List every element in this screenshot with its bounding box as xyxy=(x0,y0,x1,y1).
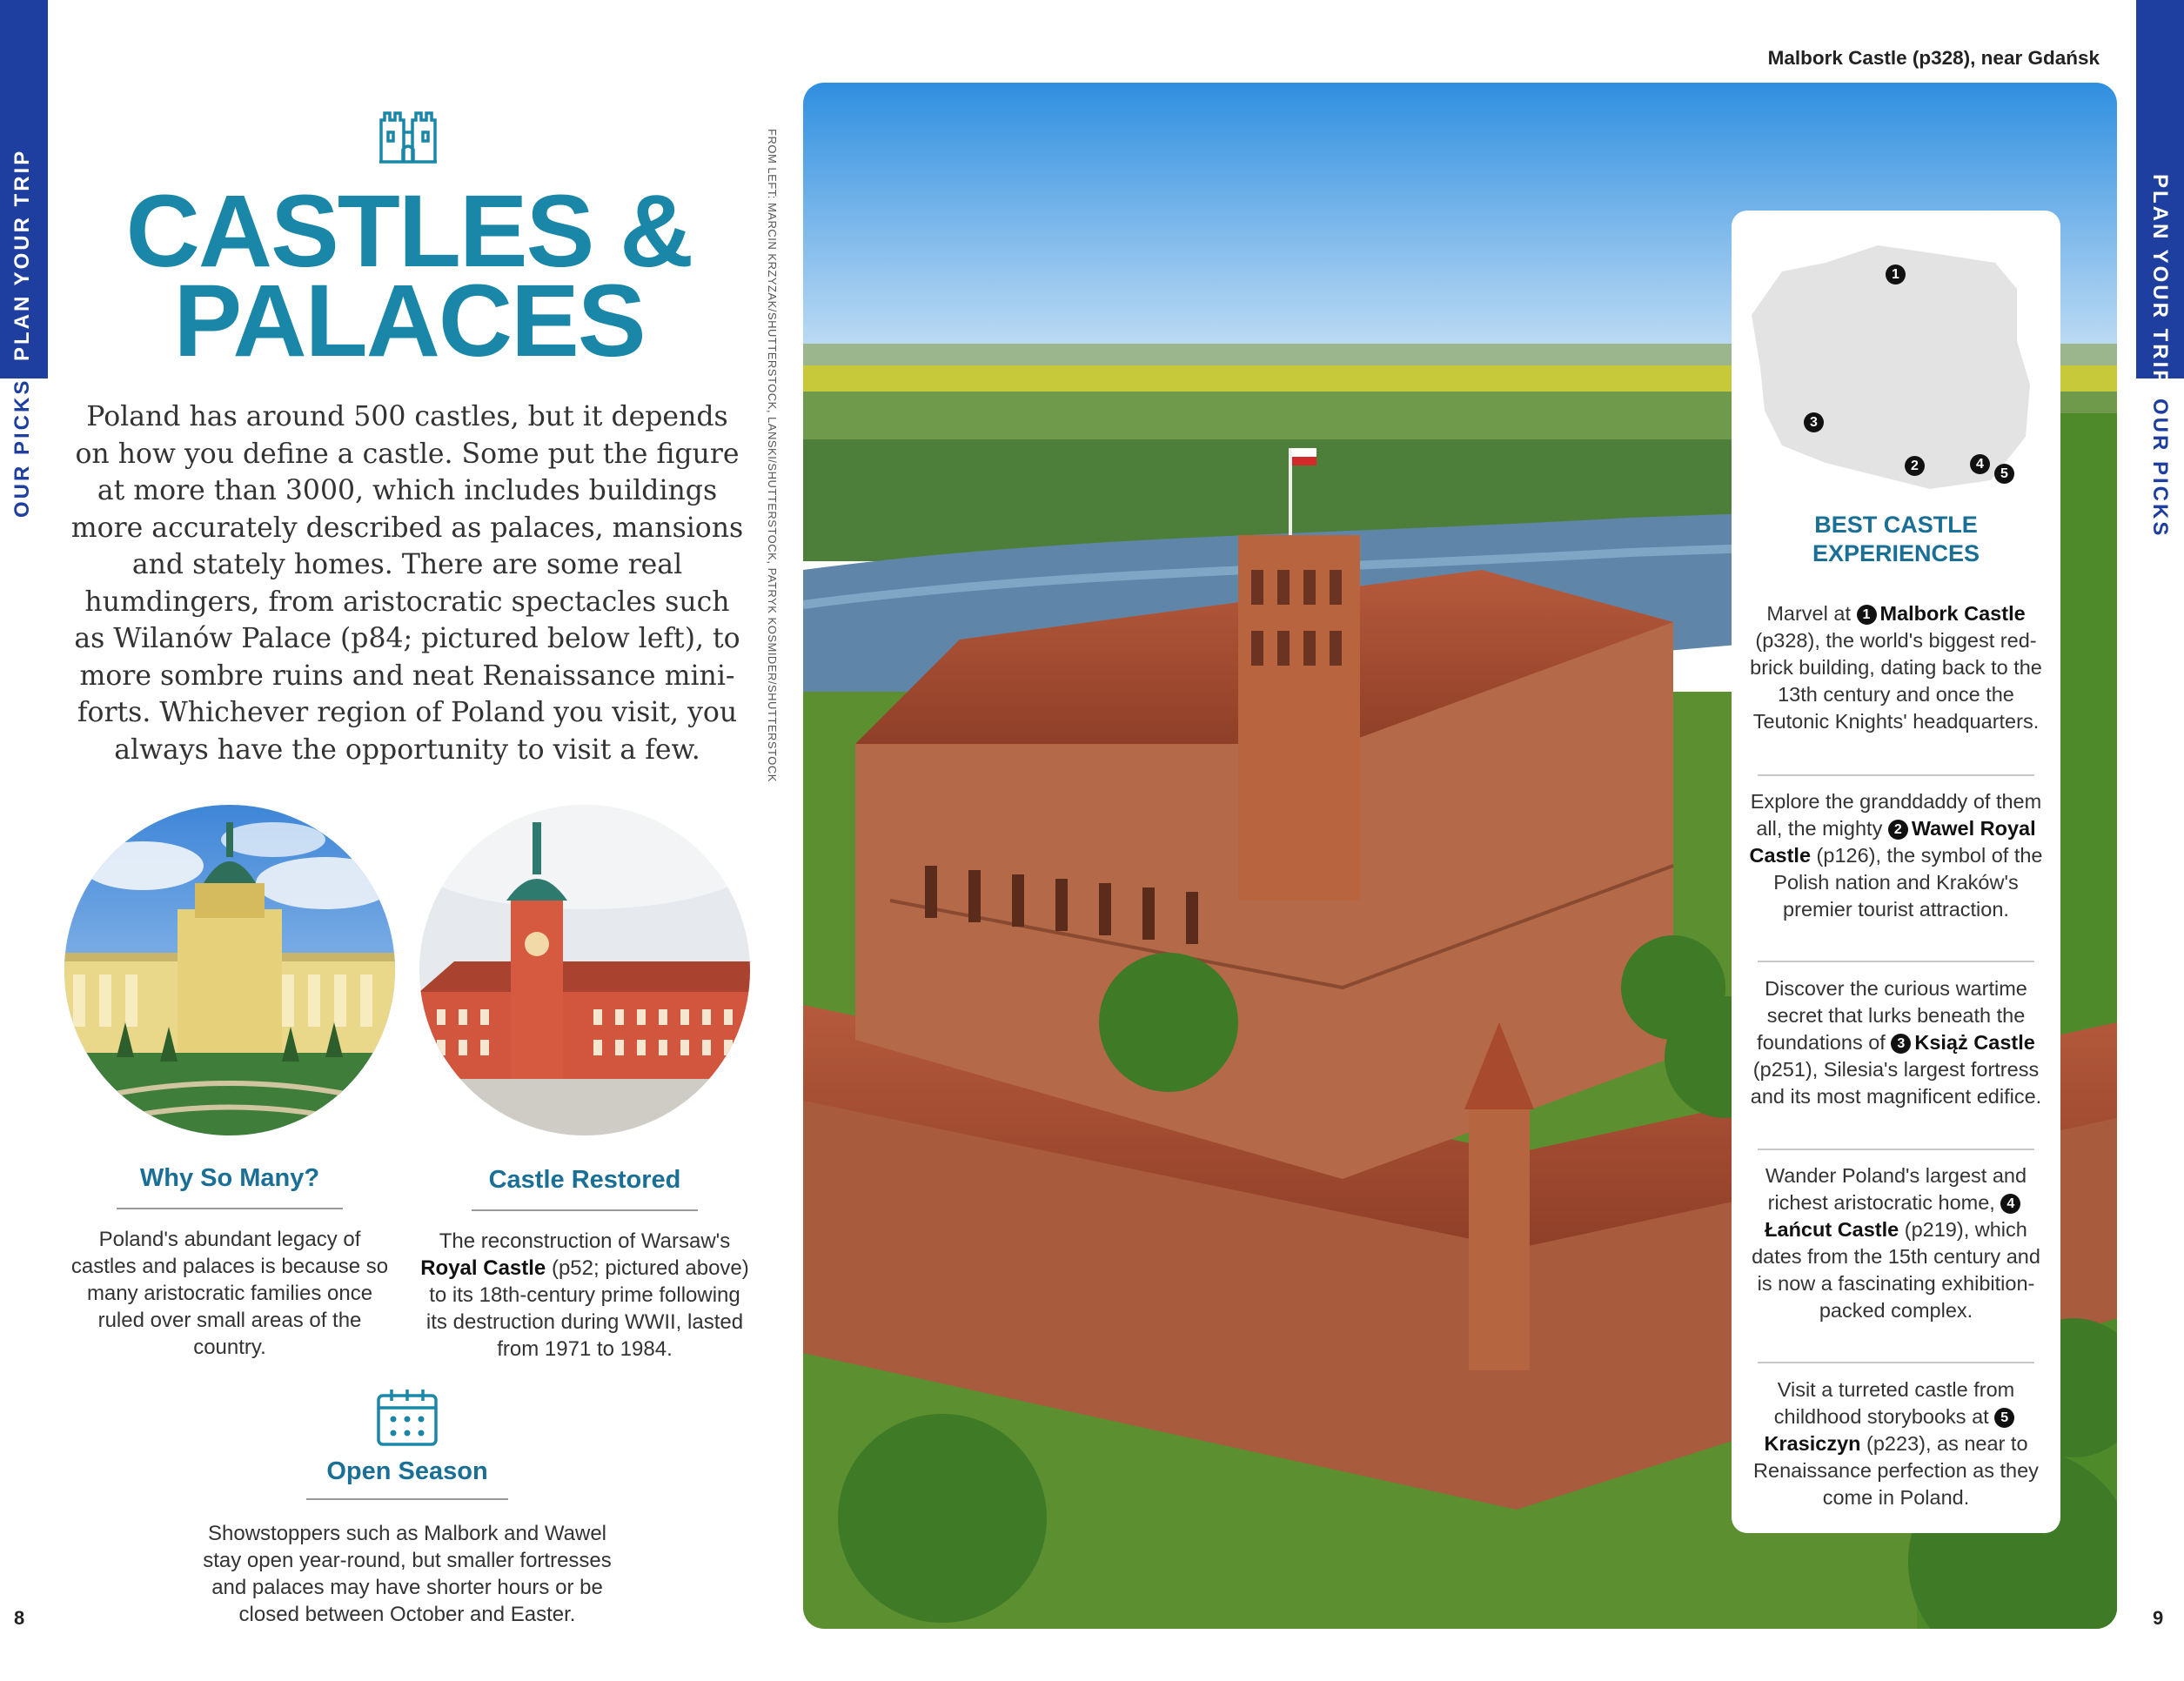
map-marker-5 xyxy=(1994,464,2018,484)
pick-divider-3 xyxy=(1758,1149,2034,1150)
map-marker-1-label: 1 xyxy=(1886,265,1906,285)
feature-castle-restored-title: Castle Restored xyxy=(488,1166,681,1194)
card-title-line-2: EXPERIENCES xyxy=(1812,540,1980,566)
pick-2-after: (p126), the symbol of the Polish nation and Kraków's premier tourist attraction. xyxy=(1773,844,2043,921)
map-marker-3 xyxy=(1804,412,1827,432)
pick-2-name: Wawel Royal Castle xyxy=(1749,817,2036,867)
card-title-line-1: BEST CASTLE xyxy=(1814,512,1978,538)
pick-4-number: 4 xyxy=(2000,1194,2020,1214)
feature-castle-restored-text xyxy=(416,1228,754,1363)
map-marker-2 xyxy=(1905,456,1928,476)
feature-open-season-text: Showstoppers such as Malbork and Wawel stay open year-round, but smaller fortresses and palaces may have shorter hours or be closed between October and Easter. xyxy=(203,1522,612,1626)
pick-1-before: Marvel at xyxy=(1766,602,1857,625)
card-title xyxy=(1732,511,2060,568)
pick-5-after: (p223), as near to Renaissance perfection as they come in Poland. xyxy=(1753,1432,2039,1509)
feature-why-so-many-title: Why So Many? xyxy=(139,1164,320,1192)
map-marker-4 xyxy=(1970,454,1993,474)
pick-5-before: Visit a turreted castle from childhood storybooks at xyxy=(1773,1378,2015,1428)
photo-caption: Malbork Castle (p328), near Gdańsk xyxy=(1767,47,2100,69)
pick-1-number: 1 xyxy=(1857,605,1877,625)
map-marker-2-label: 2 xyxy=(1905,456,1925,476)
wilanow-palace-photo xyxy=(64,805,395,1135)
left-section-tab-label: PLAN YOUR TRIP xyxy=(10,148,34,361)
map-marker-4-label: 4 xyxy=(1970,454,1990,474)
page-title xyxy=(78,174,740,378)
page-title-line-2: PALACES xyxy=(173,264,645,378)
photo-credit: FROM LEFT: MARCIN KRZYZAK/SHUTTERSTOCK, LANSKI/SHUTTERSTOCK, PATRYK KOSMIDER/SHUTTERSTOCK xyxy=(766,129,779,782)
right-section-tab-label: PLAN YOUR TRIP xyxy=(2148,174,2172,387)
calendar-icon xyxy=(376,1387,439,1448)
pick-3-name: Książ Castle xyxy=(1914,1031,2035,1054)
map-marker-5-label: 5 xyxy=(1994,464,2014,484)
feature-why-so-many-divider xyxy=(117,1208,343,1209)
pick-4 xyxy=(1749,1162,2043,1324)
pick-5 xyxy=(1749,1376,2043,1511)
feature-castle-restored-divider xyxy=(472,1209,698,1211)
pick-1-after: (p328), the world's biggest red-brick building, dating back to the 13th century and once the Teutonic Knights' headquarters. xyxy=(1750,629,2042,733)
map-marker-1 xyxy=(1886,265,1909,285)
pick-3-number: 3 xyxy=(1891,1034,1911,1054)
right-subsection-label: OUR PICKS xyxy=(2148,398,2172,539)
best-castle-experiences-card xyxy=(1732,211,2060,1533)
royal-castle-photo xyxy=(419,805,750,1135)
left-subsection-label: OUR PICKS xyxy=(10,378,34,518)
pick-3-before: Discover the curious wartime secret that lurks beneath the foundations of xyxy=(1757,977,2027,1054)
pick-2-number: 2 xyxy=(1888,820,1908,840)
pick-1-name: Malbork Castle xyxy=(1879,602,2026,625)
feature-open-season-title: Open Season xyxy=(326,1457,488,1485)
castle-restored-text-before: The reconstruction of Warsaw's xyxy=(439,1229,731,1253)
pick-5-number: 5 xyxy=(1994,1408,2014,1428)
pick-4-after: (p219), which dates from the 15th century and is now a fascinating exhibition-packed complex. xyxy=(1752,1218,2040,1322)
pick-3 xyxy=(1749,975,2043,1110)
pick-1 xyxy=(1749,600,2043,735)
pick-5-name: Krasiczyn xyxy=(1764,1432,1861,1455)
intro-paragraph: Poland has around 500 castles, but it depends on how you define a castle. Some put the figure at more than 3000, which includes buildings more accurately described as palaces, mansions and stately homes. There are some real humdingers, from aristocratic spectacles such as Wilanów Palace (p84; pictured below left), to more sombre ruins and neat Renaissance mini-forts. Whichever region of Poland you visit, you always have the opportunity to visit a few. xyxy=(70,401,744,766)
castle-icon xyxy=(378,103,439,165)
pick-3-after: (p251), Silesia's largest fortress and its most magnificent edifice. xyxy=(1750,1058,2042,1108)
castle-restored-bold: Royal Castle xyxy=(420,1256,546,1280)
pick-2 xyxy=(1749,788,2043,923)
feature-open-season-divider xyxy=(306,1498,508,1500)
page-number-right: 9 xyxy=(2153,1607,2164,1629)
castle-restored-text-after: (p52; pictured above) to its 18th-century prime following its destruction during WWII, lasted from 1971 to 1984. xyxy=(425,1256,749,1361)
pick-2-before: Explore the granddaddy of them all, the mighty xyxy=(1750,790,2042,840)
pick-divider-2 xyxy=(1758,961,2034,962)
page-number-left: 8 xyxy=(14,1607,25,1629)
pick-divider-1 xyxy=(1758,774,2034,776)
page-title-line-1: CASTLES & xyxy=(125,174,693,289)
map-marker-3-label: 3 xyxy=(1804,412,1824,432)
pick-4-before: Wander Poland's largest and richest aristocratic home, xyxy=(1765,1164,2027,1214)
pick-4-name: Łańcut Castle xyxy=(1765,1218,1899,1241)
pick-divider-4 xyxy=(1758,1362,2034,1363)
feature-why-so-many-text: Poland's abundant legacy of castles and palaces is because so many aristocratic families once ruled over small areas of the country. xyxy=(70,1228,389,1359)
